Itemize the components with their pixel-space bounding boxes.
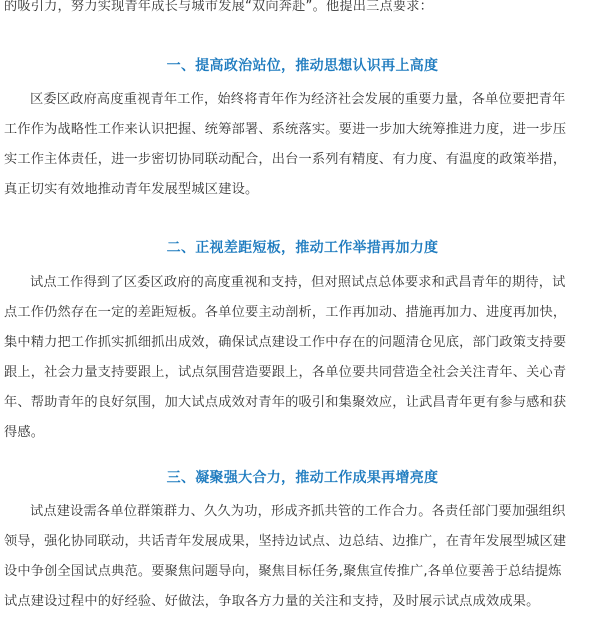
section-3-paragraph [4, 497, 600, 617]
paragraph-line: 集中精力把工作抓实抓细抓出成效，确保试点建设工作中存在的问题清仓见底，部门政策支持要 [4, 335, 567, 350]
paragraph-line: 跟上，社会力量支持要跟上，试点氛围营造要跟上，各单位要共同营造全社会关注青年、关心青 [4, 365, 567, 380]
paragraph-line: 试点建设需各单位群策群力、久久为功，形成齐抓共管的工作合力。各责任部门要加强组织 [30, 504, 566, 519]
paragraph-line: 年、帮助青年的良好氛围，加大试点成效对青年的吸引和集聚效应，让武昌青年更有参与感和获 [4, 395, 567, 410]
paragraph-line: 设中争创全国试点典范。要聚焦问题导向，聚焦目标任务,聚焦宣传推广,各单位要善于总结提炼 [4, 564, 562, 579]
intro-paragraph [4, 0, 600, 22]
section-2-paragraph [4, 268, 600, 448]
paragraph-line: 工作作为战略性工作来认识把握、统筹部署、系统落实。要进一步加大统筹推进力度，进一步压 [4, 122, 567, 137]
paragraph-line: 实工作主体责任，进一步密切协同联动配合，出台一系列有精度、有力度、有温度的政策举措， [4, 152, 567, 167]
paragraph-line: 真正切实有效地推动青年发展型城区建设。 [4, 182, 259, 197]
paragraph-line: 点工作仍然存在一定的差距短板。各单位要主动剖析，工作再加动、措施再加力、进度再加快， [4, 305, 567, 320]
paragraph-line: 区委区政府高度重视青年工作，始终将青年作为经济社会发展的重要力量，各单位要把青年 [30, 92, 566, 107]
section-heading-2: 二、正视差距短板，推动工作举措再加力度 [166, 240, 439, 256]
section-heading-3: 三、凝聚强大合力，推动工作成果再增亮度 [166, 470, 439, 486]
paragraph-line: 试点建设过程中的好经验、好做法，争取各方力量的关注和支持，及时展示试点成效成果。 [4, 594, 540, 609]
section-1-paragraph [4, 85, 600, 205]
intro-line: 的吸引力，努力实现青年成长与城市发展“双向奔赴”。他提出三点要求： [4, 0, 434, 14]
paragraph-line: 试点工作得到了区委区政府的高度重视和支持，但对照试点总体要求和武昌青年的期待，试 [30, 275, 566, 290]
paragraph-line: 领导，强化协同联动，共话青年发展成果，坚持边试点、边总结、边推广，在青年发展型城区建 [4, 534, 567, 549]
paragraph-line: 得感。 [4, 425, 45, 440]
section-heading-1: 一、提高政治站位，推动思想认识再上高度 [166, 58, 439, 74]
